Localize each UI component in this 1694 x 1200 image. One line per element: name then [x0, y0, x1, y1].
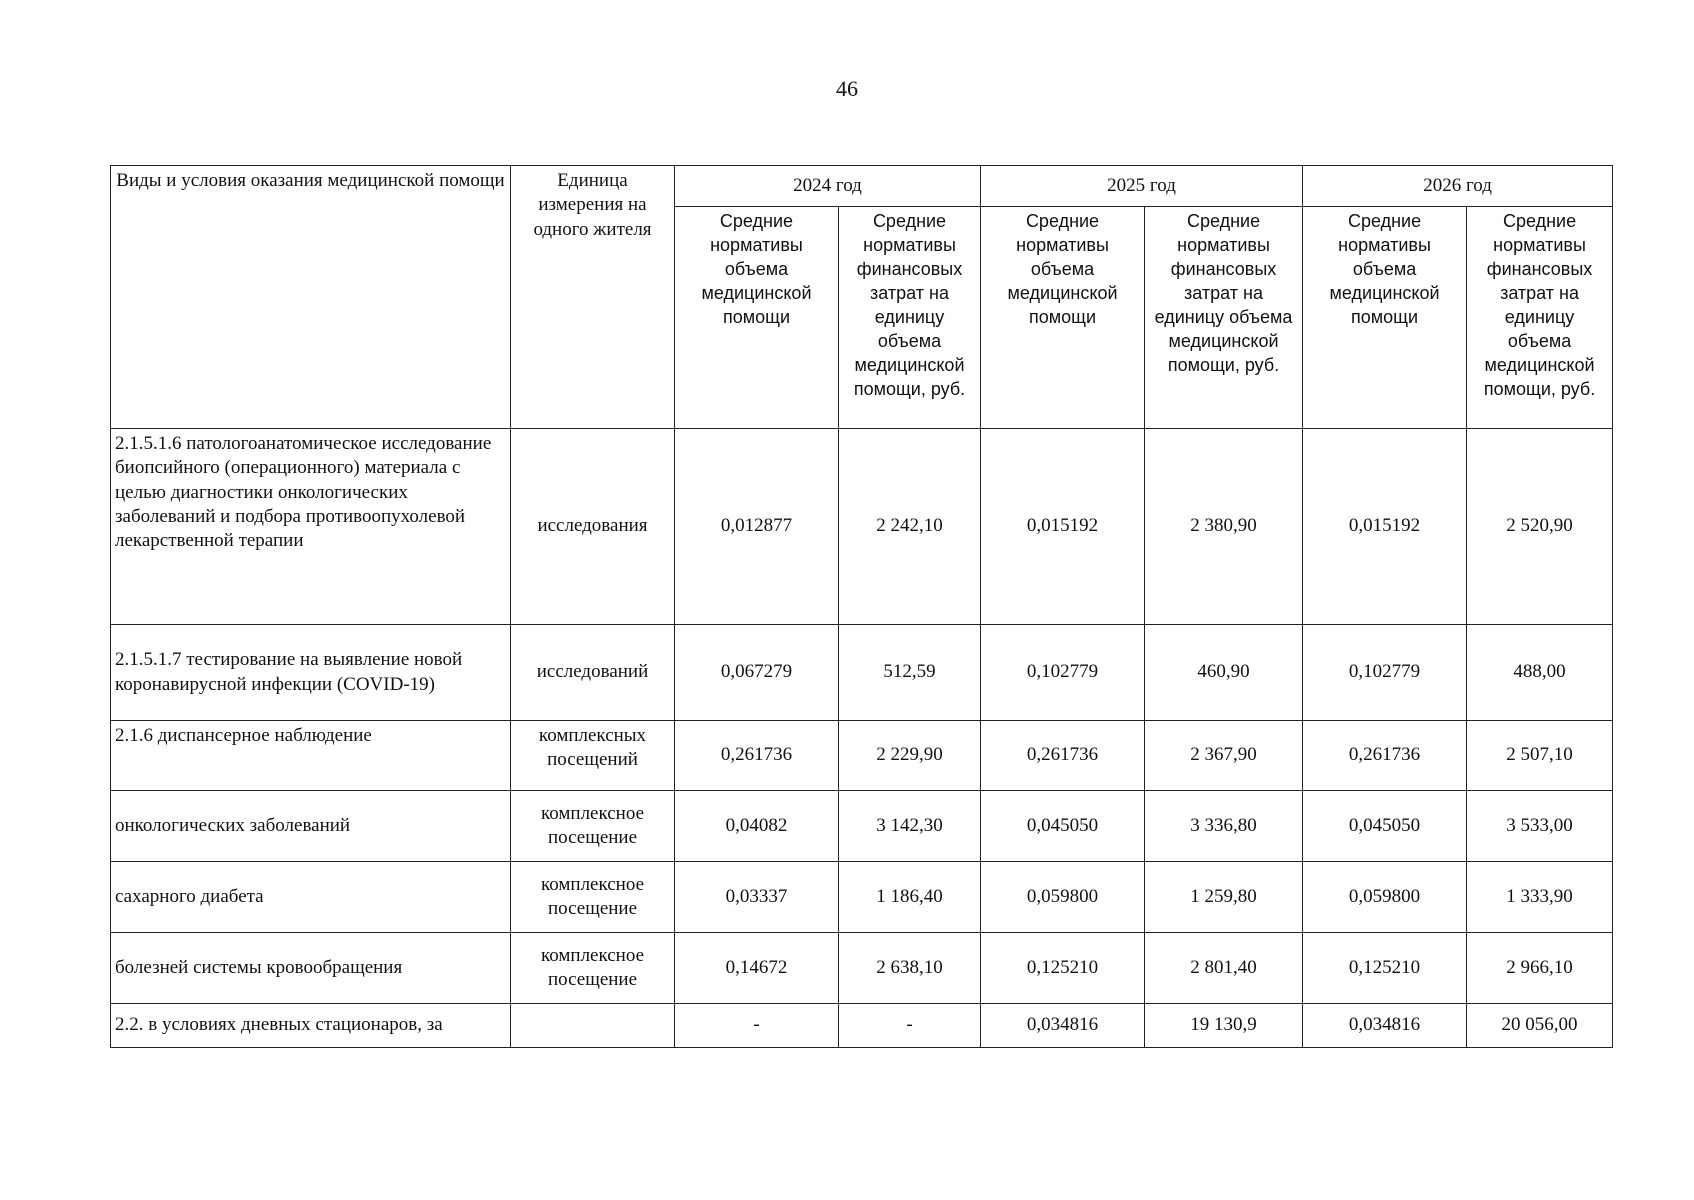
finance-2026: 20 056,00 — [1467, 1004, 1613, 1048]
volume-2024: 0,067279 — [675, 625, 839, 721]
volume-2025: 0,261736 — [981, 721, 1145, 791]
row-name: 2.2. в условиях дневных стационаров, за — [111, 1004, 511, 1048]
header-finance-2024: Средние нормативы финансовых затрат на единицу объема медицинской помощи, руб. — [839, 207, 981, 429]
finance-2024: 512,59 — [839, 625, 981, 721]
finance-2025: 460,90 — [1145, 625, 1303, 721]
header-unit: Единица измерения на одного жителя — [511, 166, 675, 429]
volume-2024: 0,04082 — [675, 791, 839, 862]
volume-2025: 0,059800 — [981, 862, 1145, 933]
finance-2026: 2 966,10 — [1467, 933, 1613, 1004]
table-row — [111, 429, 1613, 625]
volume-2024: 0,261736 — [675, 721, 839, 791]
row-name: онкологических заболеваний — [111, 791, 511, 862]
table-row — [111, 791, 1613, 862]
volume-2025: 0,102779 — [981, 625, 1145, 721]
header-volume-2024: Средние нормативы объема медицинской помощи — [675, 207, 839, 429]
volume-2024: 0,012877 — [675, 429, 839, 625]
volume-2026: 0,102779 — [1303, 625, 1467, 721]
row-unit: исследований — [511, 625, 675, 721]
volume-2025: 0,045050 — [981, 791, 1145, 862]
table-row — [111, 625, 1613, 721]
row-name: 2.1.5.1.7 тестирование на выявление новой коронавирусной инфекции (COVID-19) — [111, 625, 511, 721]
finance-2024: 2 638,10 — [839, 933, 981, 1004]
volume-2024: 0,03337 — [675, 862, 839, 933]
header-finance-2025: Средние нормативы финансовых затрат на единицу объема медицинской помощи, руб. — [1145, 207, 1303, 429]
row-unit: исследования — [511, 429, 675, 625]
volume-2026: 0,261736 — [1303, 721, 1467, 791]
finance-2024: 3 142,30 — [839, 791, 981, 862]
finance-2025: 3 336,80 — [1145, 791, 1303, 862]
finance-2025: 2 380,90 — [1145, 429, 1303, 625]
row-name: сахарного диабета — [111, 862, 511, 933]
header-row-years — [111, 166, 1613, 207]
volume-2025: 0,034816 — [981, 1004, 1145, 1048]
finance-2026: 2 520,90 — [1467, 429, 1613, 625]
finance-2026: 1 333,90 — [1467, 862, 1613, 933]
volume-2026: 0,034816 — [1303, 1004, 1467, 1048]
row-unit: комплексное посещение — [511, 933, 675, 1004]
finance-2024: 2 229,90 — [839, 721, 981, 791]
header-year-2024: 2024 год — [675, 166, 981, 207]
volume-2026: 0,059800 — [1303, 862, 1467, 933]
header-year-2025: 2025 год — [981, 166, 1303, 207]
volume-2024: 0,14672 — [675, 933, 839, 1004]
row-unit — [511, 1004, 675, 1048]
finance-2025: 1 259,80 — [1145, 862, 1303, 933]
table-row — [111, 1004, 1613, 1048]
row-name: болезней системы кровообращения — [111, 933, 511, 1004]
table-row — [111, 862, 1613, 933]
row-unit: комплексное посещение — [511, 791, 675, 862]
finance-2025: 19 130,9 — [1145, 1004, 1303, 1048]
volume-2024: - — [675, 1004, 839, 1048]
row-name: 2.1.6 диспансерное наблюдение — [111, 721, 511, 791]
table-row — [111, 933, 1613, 1004]
finance-2024: 1 186,40 — [839, 862, 981, 933]
finance-2024: - — [839, 1004, 981, 1048]
row-unit: комплексных посещений — [511, 721, 675, 791]
volume-2025: 0,125210 — [981, 933, 1145, 1004]
finance-2024: 2 242,10 — [839, 429, 981, 625]
row-unit: комплексное посещение — [511, 862, 675, 933]
header-year-2026: 2026 год — [1303, 166, 1613, 207]
volume-2026: 0,045050 — [1303, 791, 1467, 862]
volume-2026: 0,125210 — [1303, 933, 1467, 1004]
finance-2026: 2 507,10 — [1467, 721, 1613, 791]
finance-2026: 488,00 — [1467, 625, 1613, 721]
row-name: 2.1.5.1.6 патологоанатомическое исследование биопсийного (операционного) материала с целью диагностики онкологических заболеваний и подбора противоопухолевой лекарственной терапии — [111, 429, 511, 625]
finance-2026: 3 533,00 — [1467, 791, 1613, 862]
page-number: 46 — [836, 76, 858, 101]
volume-2025: 0,015192 — [981, 429, 1145, 625]
finance-2025: 2 801,40 — [1145, 933, 1303, 1004]
volume-2026: 0,015192 — [1303, 429, 1467, 625]
header-volume-2026: Средние нормативы объема медицинской помощи — [1303, 207, 1467, 429]
table-row — [111, 721, 1613, 791]
header-type-of-care: Виды и условия оказания медицинской помощи — [111, 166, 511, 429]
finance-2025: 2 367,90 — [1145, 721, 1303, 791]
header-volume-2025: Средние нормативы объема медицинской помощи — [981, 207, 1145, 429]
medical-norms-table — [110, 165, 1613, 1048]
header-finance-2026: Средние нормативы финансовых затрат на единицу объема медицинской помощи, руб. — [1467, 207, 1613, 429]
